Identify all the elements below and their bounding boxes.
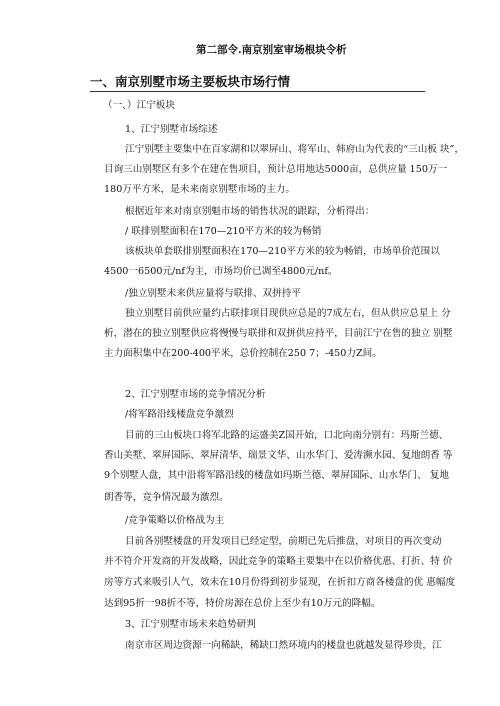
paragraph-line: 目前各别墅楼盘的开发项目已经定型，前期已先后推盘，对项目的再次变动 (125, 536, 442, 547)
paragraph-line: 2、江宁别墅市场的竞争情况分析 (125, 389, 266, 400)
paragraph-line: 180万平方米，是未来南京别墅市场的主力。 (104, 184, 295, 195)
paragraph-line: 目询三山别墅区有多个在建在售项目，预计总用地达5000亩，总供应量 150万一 (104, 164, 448, 175)
paragraph-line: 目前的三山板块口将军北路的运盛美Z国开始，口北向南分别有：玛斯兰德、 (125, 430, 449, 441)
paragraph-line: 达到95折一98折不等，特价房源在总价上至少有10万元的降幅。 (104, 598, 381, 609)
paragraph-line: 该板块单套联排别墅面积在170—210平方米的较为畅销，市场单价范围以 (125, 246, 440, 257)
paragraph-line: 1、江宁别墅市场综述 (125, 124, 218, 135)
paragraph-line: /独立别墅未来供应量将与联排、双拼持平 (125, 288, 301, 299)
paragraph-line: 南京市区周边资源一向稀缺，稀缺口然环境内的楼盘也就越发显得珍贵，江 (125, 640, 442, 651)
paragraph-line: 析，潜在的独立别墅供应将慢慢与联排和双拼供应持平，目前江宁在售的独立 别墅 (104, 328, 453, 339)
paragraph-line: 独立别墅目前供应量约占联排项目现供应总是的7成左右，但从供应总星上 分 (125, 308, 451, 319)
sub-heading: （一、）江宁板块 (103, 100, 175, 111)
paragraph-line: /竞争策略以价格战为主 (125, 515, 225, 526)
page-title: 第二部令.南京别室审场根块令析 (196, 44, 347, 56)
paragraph-line: 9个别墅人盘，其中沿将军路沿线的楼盘如玛斯兰德、翠屏国际、山水华门、 复地 (104, 470, 449, 481)
section-divider (90, 91, 425, 92)
paragraph-line: 江宁别墅主要集中在百家湖和以翠屏山、将军山、韩府山为代表的“三山板 块”， (125, 144, 465, 155)
paragraph-line: 并不符介开发商的开发战略，因此竞争的策略主要集中在以价格优惠、打折、特 价 (104, 556, 453, 567)
paragraph-line: / 联排别墅面积在170—210平方米的较为畅销 (125, 226, 322, 237)
paragraph-line: 房等方式来吸引人气，效未在10月份得到初步显现，在折扣方商各楼盘的优 惠幅度 (104, 577, 456, 588)
paragraph-line: 香山美墅、翠屏国际、翠屏清华、瑞景文华、山水华门、爱涛濒水园、复地朗香 等 (104, 450, 453, 461)
paragraph-line: 朗香等，竞争情况最为激烈。 (104, 492, 229, 503)
paragraph-line: 主力面积集中在200-400平米，总价控制在250 7；-450力Z间。 (104, 348, 382, 359)
paragraph-line: /将军路沿线楼盘竞争激烈 (125, 409, 234, 420)
paragraph-line: 3、江宁别墅市场未来趋势研判 (125, 619, 256, 630)
paragraph-line: 4500一6500元/nf为主，市场均价已凋至4800元/nf。 (104, 266, 338, 277)
section-heading: 一、南京别墅市场主要板块市场行情 (90, 74, 291, 89)
paragraph-line: 根据近年来对南京别魁市场的销售状况的跟踪，分析得出： (125, 206, 375, 217)
